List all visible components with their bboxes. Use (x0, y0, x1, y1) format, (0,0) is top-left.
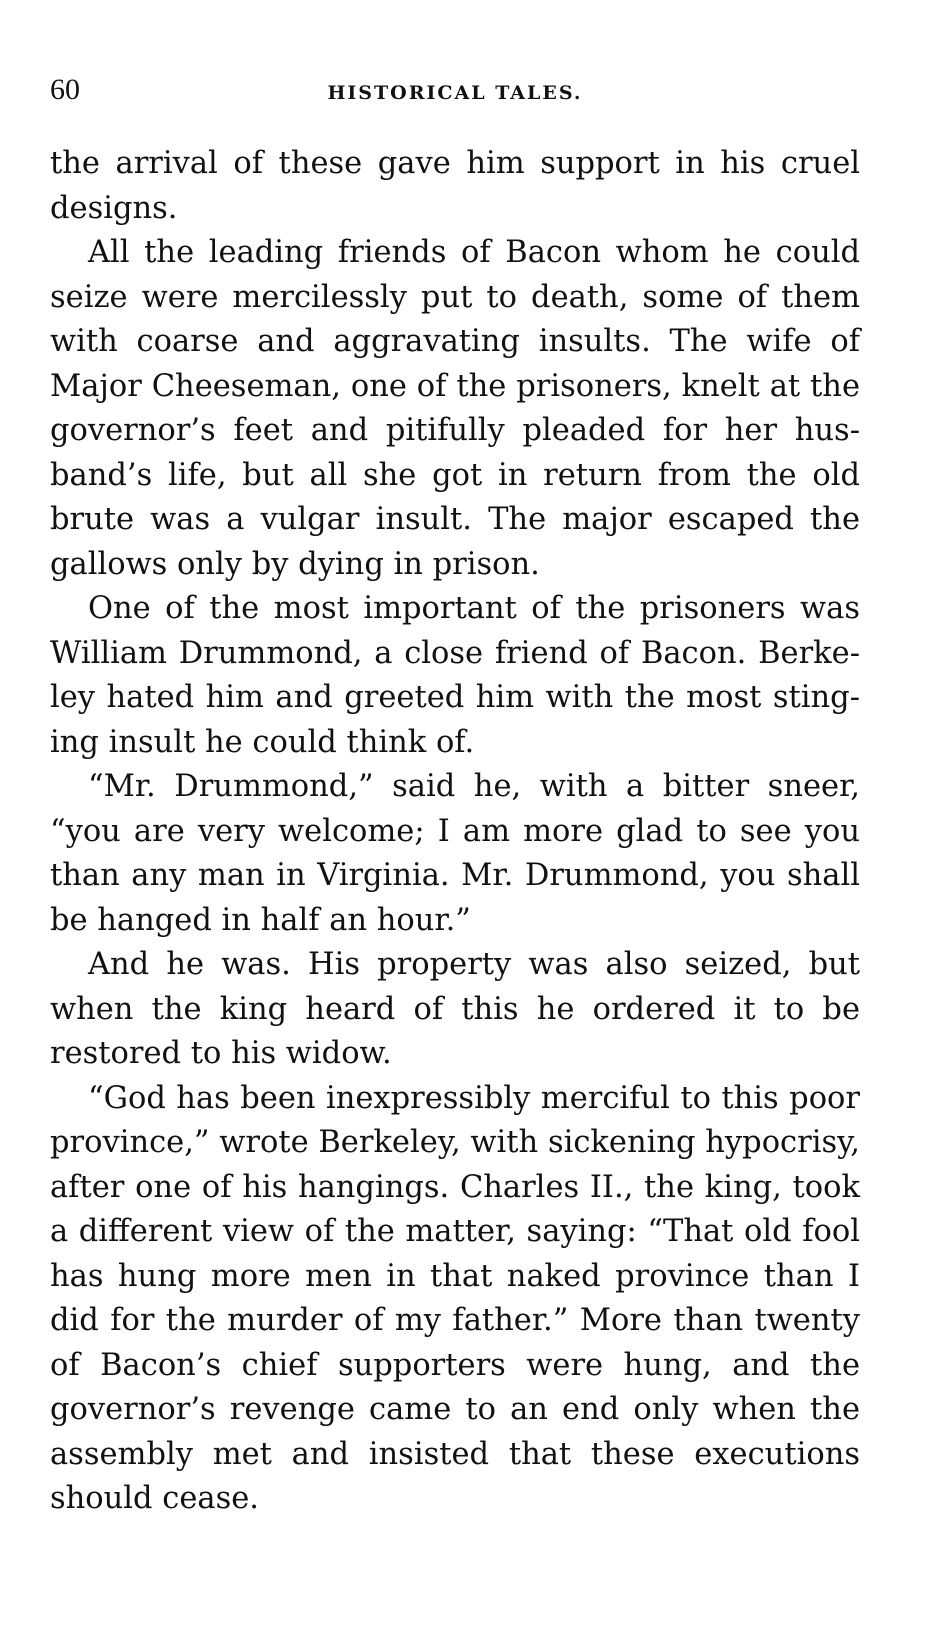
running-title: HISTORICAL TALES. (327, 82, 583, 104)
paragraph-bacon-friends: All the leading friends of Bacon whom he could seize were mercilessly put to death, some of them with coarse and aggravating insults. The wife of Major Cheeseman, one of the prisoners, knelt at the governor’s feet and pitifully pleaded for her husband’s life, but all she got in return from the old brute was a vulgar insult. The major escaped the gallows only by dying in prison. (50, 235, 860, 582)
paragraph-property-seized: And he was. His property was also seized, but when the king heard of this he ordered it to be restored to his widow. (50, 947, 860, 1071)
paragraph-drummond-quote: “Mr. Drummond,” said he, with a bitter sneer, “you are very welcome; I am more glad to see you than any man in Virginia. Mr. Drummond, you shall be hanged in half an hour.” (50, 769, 860, 938)
running-head (50, 72, 860, 112)
paragraph-berkeley-quote: “God has been inexpressibly merciful to this poor province,” wrote Berkeley, with sickening hypocrisy, after one of his hangings. Charles II., the king, took a different view of the matter, saying: “That old fool has hung more men in that naked province than I did for the murder of my father.” More than twenty of Bacon’s chief supporters were hung, and the governor’s revenge came to an end only when the assembly met and insisted that these executions should cease. (50, 1080, 860, 1516)
page-number: 60 (50, 73, 80, 106)
paragraph-continuation: the arrival of these gave him support in his cruel designs. (50, 146, 860, 226)
body-text (50, 142, 860, 1522)
paragraph-drummond-intro: One of the most important of the prisoners was William Drummond, a close friend of Bacon. Berkeley hated him and greeted him with the most stinging insult he could think of. (50, 591, 860, 760)
